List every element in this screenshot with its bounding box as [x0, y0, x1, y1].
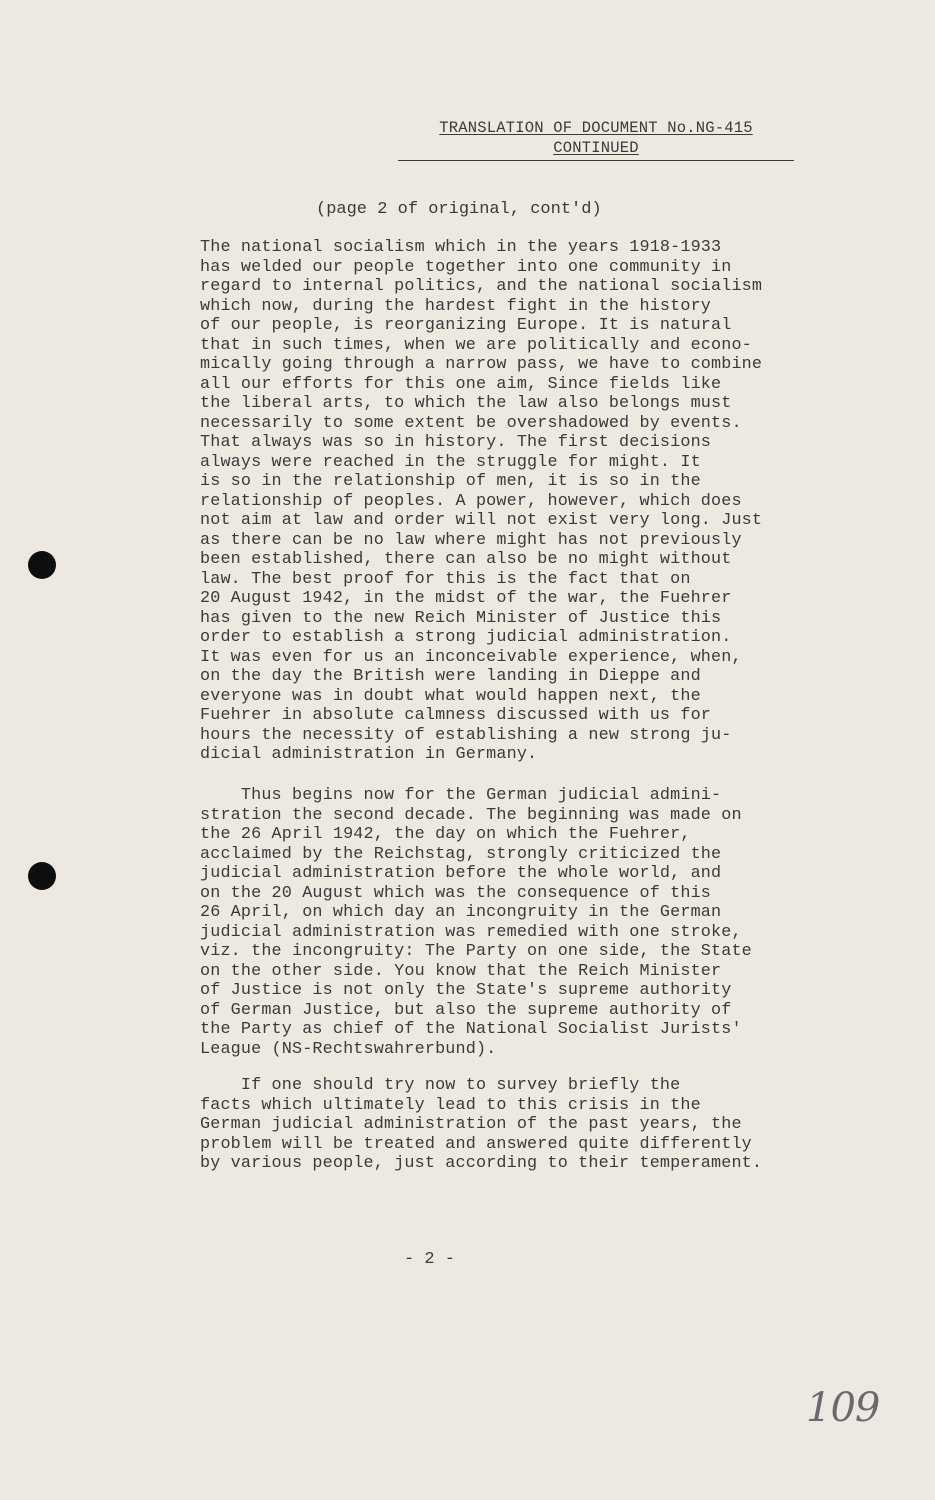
text-line: judicial administration before the whole world, and	[200, 864, 722, 883]
text-line: which now, during the hardest fight in the history	[200, 296, 712, 316]
paragraph-1	[200, 238, 870, 765]
document-header	[398, 118, 794, 158]
text-line: everyone was in doubt what would happen next, the	[200, 686, 701, 706]
text-line: always were reached in the struggle for might. It	[200, 452, 701, 472]
text-line: It was even for us an inconceivable experience, when,	[200, 647, 742, 667]
text-line: as there can be no law where might has not previously	[200, 530, 742, 550]
text-line: mically going through a narrow pass, we have to combine	[200, 355, 763, 374]
header-subtitle: CONTINUED	[553, 139, 639, 157]
page-number: - 2 -	[404, 1250, 456, 1269]
paragraph-3	[200, 1076, 870, 1174]
text-line: not aim at law and order will not exist very long. Just	[200, 511, 763, 530]
text-line: on the day the British were landing in Dieppe and	[200, 667, 701, 686]
text-line: The national socialism which in the years 1918-1933	[200, 238, 722, 257]
text-line: is so in the relationship of men, it is so in the	[200, 472, 701, 491]
text-line: all our efforts for this one aim, Since fields like	[200, 374, 722, 394]
text-line: has given to the new Reich Minister of Justice this	[200, 608, 722, 628]
text-line: of Justice is not only the State's supreme authority	[200, 981, 732, 1000]
text-line: Fuehrer in absolute calmness discussed with us for	[200, 706, 712, 725]
handwritten-page-mark: 109	[806, 1385, 880, 1431]
text-line: 20 August 1942, in the midst of the war, the Fuehrer	[200, 589, 732, 608]
text-line: on the other side. You know that the Reich Minister	[200, 961, 722, 981]
header-title: TRANSLATION OF DOCUMENT No.NG-415	[439, 119, 753, 137]
text-line: German judicial administration of the past years, the	[200, 1115, 742, 1134]
text-line: relationship of peoples. A power, however, which does	[200, 491, 742, 511]
text-line: the Party as chief of the National Socialist Jurists'	[200, 1020, 742, 1039]
text-line: acclaimed by the Reichstag, strongly criticized the	[200, 844, 722, 864]
text-line: order to establish a strong judicial administration.	[200, 628, 732, 647]
text-line: the liberal arts, to which the law also belongs must	[200, 394, 732, 413]
text-line: viz. the incongruity: The Party on one side, the State	[200, 942, 752, 961]
punch-hole-lower	[28, 862, 56, 890]
text-line: 26 April, on which day an incongruity in the German	[200, 903, 722, 922]
header-rule	[398, 160, 794, 161]
text-line: judicial administration was remedied with one stroke,	[200, 922, 742, 942]
text-line: That always was so in history. The first decisions	[200, 433, 712, 452]
punch-hole-upper	[28, 551, 56, 579]
text-line: law. The best proof for this is the fact that on	[200, 569, 691, 589]
text-line: regard to internal politics, and the national socialism	[200, 277, 763, 296]
text-line: problem will be treated and answered quite differently	[200, 1134, 752, 1154]
text-line: that in such times, when we are politically and econo-	[200, 335, 752, 355]
text-line: If one should try now to survey briefly the	[200, 1076, 681, 1095]
text-line: hours the necessity of establishing a new strong ju-	[200, 725, 732, 745]
text-line: Thus begins now for the German judicial admini-	[200, 786, 722, 805]
text-line: of German Justice, but also the supreme authority of	[200, 1000, 732, 1020]
text-line: by various people, just according to their temperament.	[200, 1154, 763, 1173]
text-line: League (NS-Rechtswahrerbund).	[200, 1039, 497, 1059]
text-line: dicial administration in Germany.	[200, 745, 538, 764]
text-line: facts which ultimately lead to this crisis in the	[200, 1095, 701, 1115]
page-reference: (page 2 of original, cont'd)	[316, 200, 602, 219]
text-line: the 26 April 1942, the day on which the Fuehrer,	[200, 825, 691, 844]
text-line: been established, there can also be no might without	[200, 550, 732, 569]
text-line: of our people, is reorganizing Europe. It is natural	[200, 316, 732, 335]
text-line: necessarily to some extent be overshadowed by events.	[200, 413, 742, 433]
text-line: has welded our people together into one community in	[200, 257, 732, 277]
paragraph-2	[200, 786, 870, 1059]
text-line: on the 20 August which was the consequence of this	[200, 883, 712, 903]
text-line: stration the second decade. The beginning was made on	[200, 805, 742, 825]
